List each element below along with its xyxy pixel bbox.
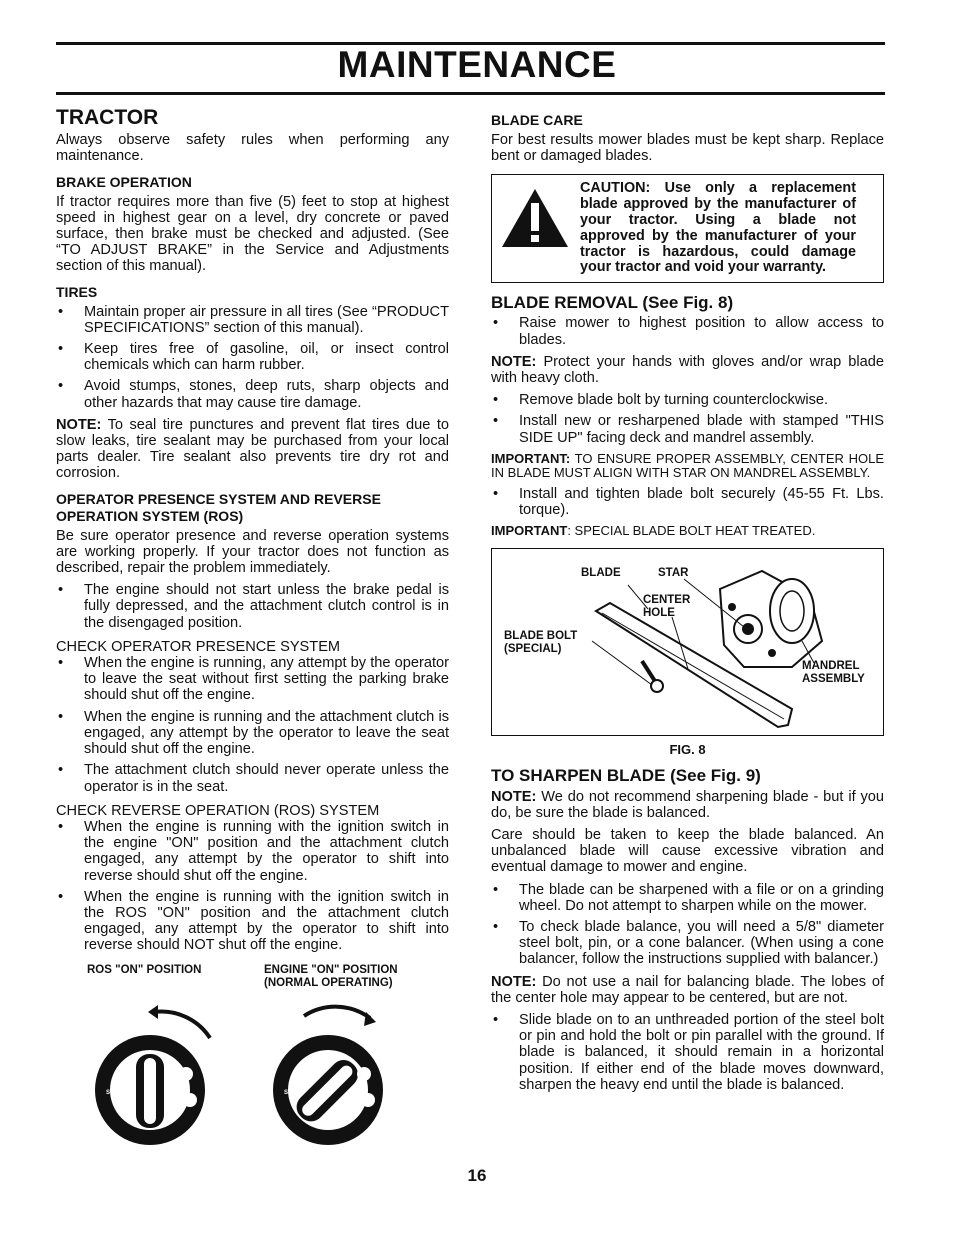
ignition-switch-figures bbox=[56, 960, 449, 1170]
list-item: • When the engine is running and the attachment clutch is engaged, any attempt by the operator to leave the seat should shut off the engine. bbox=[56, 709, 449, 758]
tires-list bbox=[56, 304, 449, 411]
page-number: 16 bbox=[467, 1166, 487, 1185]
blade-care-text: For best results mower blades must be kept sharp. Replace bent or damaged blades. bbox=[491, 132, 884, 165]
sharpen-heading: TO SHARPEN BLADE (See Fig. 9) bbox=[491, 766, 761, 786]
list-item: • Avoid stumps, stones, deep ruts, sharp objects and other hazards that may cause tire damage. bbox=[56, 378, 449, 410]
engine-position-label bbox=[264, 964, 398, 990]
center-hole-label bbox=[643, 594, 690, 620]
blade-care-heading: BLADE CARE bbox=[491, 112, 583, 128]
list-item: • To check blade balance, you will need a 5/8" diameter steel bolt, pin, or a cone balancer. (When using a cone balancer, follow the instructions supplied with balancer.) bbox=[491, 919, 884, 968]
engine-label-line2: (NORMAL OPERATING) bbox=[264, 976, 393, 989]
warning-triangle-icon bbox=[500, 187, 570, 249]
blade-removal-heading: BLADE REMOVAL (See Fig. 8) bbox=[491, 293, 734, 313]
removal-list-1 bbox=[491, 315, 884, 347]
sharpen-note-1 bbox=[491, 789, 884, 821]
important-text: : SPECIAL BLADE BOLT HEAT TREATED. bbox=[567, 523, 816, 539]
list-item: • When the engine is running, any attempt by the operator to leave the seat without first setting the parking brake should shut off the engine. bbox=[56, 655, 449, 704]
stop-label: STOP bbox=[284, 1089, 301, 1096]
title-rule bbox=[56, 92, 885, 95]
list-item: • The attachment clutch should never operate unless the operator is in the seat. bbox=[56, 762, 449, 794]
list-item: • The engine should not start unless the brake pedal is fully depressed, and the attachment clutch control is in the disengaged position. bbox=[56, 582, 449, 631]
note-label: NOTE: bbox=[491, 353, 537, 370]
ros-heading: OPERATOR PRESENCE SYSTEM AND REVERSE OPERATION SYSTEM (ROS) bbox=[56, 490, 381, 524]
list-item: • Raise mower to highest position to allow access to blades. bbox=[491, 315, 884, 347]
sharpen-note-2 bbox=[491, 974, 884, 1006]
brake-text: If tractor requires more than five (5) feet to stop at highest speed in highest gear on a level, dry concrete or paved surface, then brake must be checked and adjusted. (See “TO ADJUST BRAKE” in the Service and Adjustments section of this manual). bbox=[56, 193, 449, 275]
right-column bbox=[491, 108, 884, 1099]
note-text: Do not use a nail for balancing blade. The lobes of the center hole may appear to be centered, but are not. bbox=[491, 973, 884, 1006]
caution-box bbox=[491, 174, 884, 283]
sharpen-list-1 bbox=[491, 882, 884, 968]
ros-switch-icon bbox=[92, 996, 222, 1146]
ros-position-label: ROS "ON" POSITION bbox=[87, 963, 202, 976]
tires-note bbox=[56, 417, 449, 482]
presence-list bbox=[56, 655, 449, 795]
blade-bolt-label bbox=[504, 630, 577, 656]
list-item: • The blade can be sharpened with a file or on a grinding wheel. Do not attempt to sharpen while on the mower. bbox=[491, 882, 884, 914]
list-item: • When the engine is running with the ignition switch in the ROS "ON" position and the attachment clutch engaged, any attempt by the operator to shift into reverse should NOT shut off the engine. bbox=[56, 889, 449, 954]
removal-list-3 bbox=[491, 486, 884, 518]
sharpen-list-2 bbox=[491, 1012, 884, 1093]
presence-heading: CHECK OPERATOR PRESENCE SYSTEM bbox=[56, 638, 341, 655]
note-label: NOTE: bbox=[491, 788, 537, 805]
note-text: Protect your hands with gloves and/or wrap blade with heavy cloth. bbox=[491, 353, 884, 386]
removal-list-2 bbox=[491, 392, 884, 446]
ros-list bbox=[56, 582, 449, 631]
important-note-1 bbox=[491, 452, 884, 480]
reverse-heading: CHECK REVERSE OPERATION (ROS) SYSTEM bbox=[56, 802, 380, 819]
intro-text: Always observe safety rules when performing any maintenance. bbox=[56, 132, 449, 165]
center-hole-line2: HOLE bbox=[643, 607, 675, 620]
center-hole-line1: CENTER bbox=[643, 594, 691, 607]
list-item: • Install and tighten blade bolt securely (45-55 Ft. Lbs. torque). bbox=[491, 486, 884, 518]
important-label: IMPORTANT bbox=[491, 523, 568, 539]
important-note-2 bbox=[491, 524, 884, 538]
stop-label: STOP bbox=[106, 1089, 123, 1096]
mandrel-line1: MANDREL bbox=[802, 660, 860, 673]
ros-text: Be sure operator presence and reverse operation systems are working properly. If your tractor does not function as described, repair the problem immediately. bbox=[56, 527, 449, 577]
important-label: IMPORTANT: bbox=[491, 450, 571, 466]
note-text: We do not recommend sharpening blade - but if you do, be sure the blade is balanced. bbox=[491, 788, 884, 821]
sharpen-text: Care should be taken to keep the blade balanced. An unbalanced blade will cause excessive vibration and eventual damage to mower and engine. bbox=[491, 827, 884, 876]
list-item: • Slide blade on to an unthreaded portion of the steel bolt or pin and hold the bolt or pin parallel with the ground. If blade is balanced, it should remain in a horizontal position. If either end of the blade moves downward, sharpen the heavy end until the blade is balanced. bbox=[491, 1012, 884, 1093]
note-label: NOTE: bbox=[491, 973, 537, 990]
important-text: TO ENSURE PROPER ASSEMBLY, CENTER HOLE IN BLADE MUST ALIGN WITH STAR ON MANDREL ASSEMBLY. bbox=[491, 450, 884, 480]
note-text: To seal tire punctures and prevent flat tires due to slow leaks, tire sealant may be purchased from your local parts dealer. Tire sealant also prevents tire dry rot and corrosion. bbox=[56, 416, 449, 482]
engine-label-line1: ENGINE "ON" POSITION bbox=[264, 963, 398, 976]
list-item: • Remove blade bolt by turning counterclockwise. bbox=[491, 392, 884, 408]
brake-heading: BRAKE OPERATION bbox=[56, 173, 192, 190]
list-item: • Keep tires free of gasoline, oil, or insect control chemicals which can harm rubber. bbox=[56, 341, 449, 373]
blade-bolt-line1: BLADE BOLT bbox=[504, 630, 578, 643]
note-label: NOTE: bbox=[56, 416, 102, 433]
figure-8 bbox=[491, 548, 884, 736]
list-item: • When the engine is running with the ignition switch in the engine "ON" position and the attachment clutch engaged, any attempt by the operator to shift into reverse should shut off the engine. bbox=[56, 819, 449, 884]
mandrel-line2: ASSEMBLY bbox=[802, 673, 865, 686]
reverse-list bbox=[56, 819, 449, 954]
tires-heading: TIRES bbox=[56, 283, 98, 300]
page-title: MAINTENANCE bbox=[337, 44, 617, 85]
left-column bbox=[56, 108, 449, 1170]
list-item: • Maintain proper air pressure in all tires (See “PRODUCT SPECIFICATIONS” section of this manual). bbox=[56, 304, 449, 336]
caution-text: CAUTION: Use only a replacement blade approved by the manufacturer of your tractor. Using a blade not approved by the manufacturer of your tractor is hazardous, could damage your tractor and void your warranty. bbox=[580, 180, 856, 276]
figure-caption: FIG. 8 bbox=[669, 742, 706, 758]
mandrel-label bbox=[802, 660, 865, 686]
blade-label: BLADE bbox=[581, 567, 621, 580]
blade-bolt-line2: (SPECIAL) bbox=[504, 643, 562, 656]
list-item: • Install new or resharpened blade with stamped "THIS SIDE UP" facing deck and mandrel assembly. bbox=[491, 413, 884, 445]
engine-switch-icon bbox=[270, 996, 400, 1146]
removal-note bbox=[491, 354, 884, 386]
star-label: STAR bbox=[658, 567, 689, 580]
section-title-tractor: TRACTOR bbox=[56, 106, 159, 129]
